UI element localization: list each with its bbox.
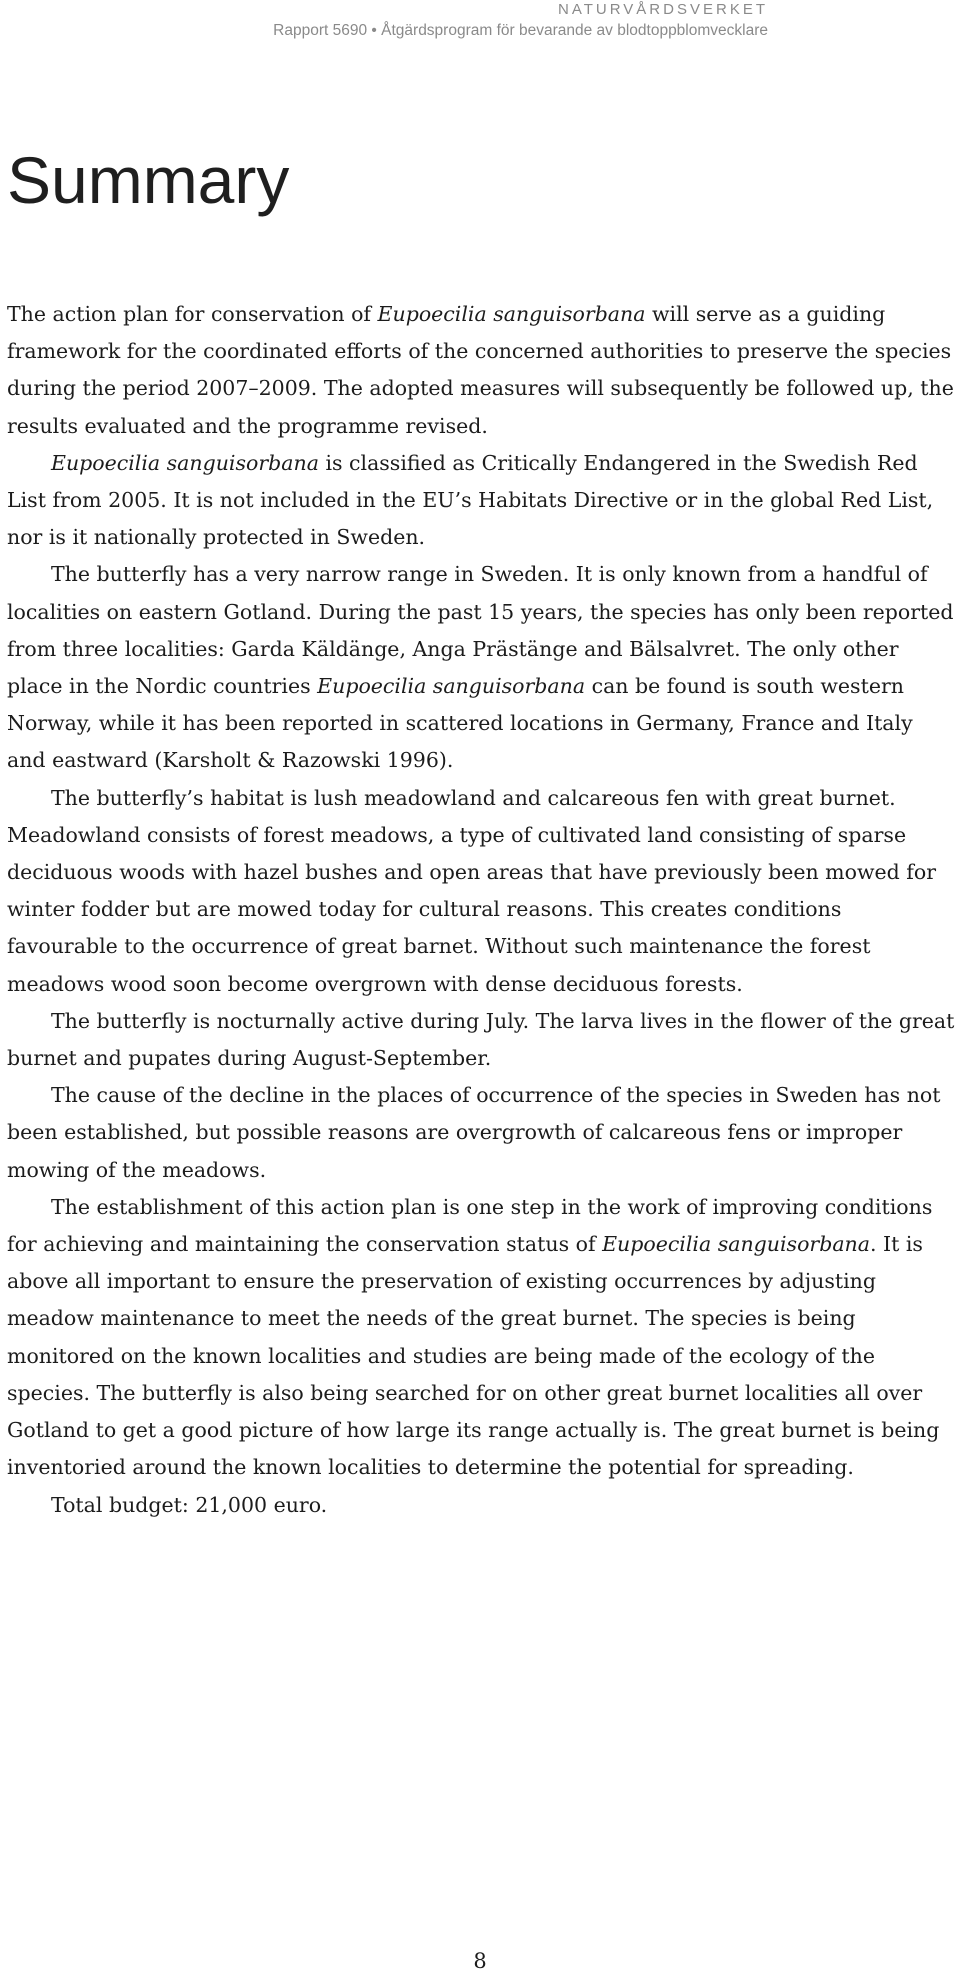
paragraph-text: will serve as a guiding framework for the coordinated efforts of the concerned authorities to preserve the species during the period 2007–2009. The adopted measures will subsequently be followed up, the results evaluated and the programme revised. xyxy=(7,302,954,438)
paragraph-text: . It is above all important to ensure the preservation of existing occurrences by adjusting meadow maintenance to meet the needs of the great burnet. The species is being monitored on the known localities and studies are being made of the ecology of the species. The butterfly is also being searched for on other great burnet localities all over Gotland to get a good picture of how large its range actually is. The great burnet is being inventoried around the known localities to determine the potential for spreading. xyxy=(7,1232,940,1480)
paragraph-text: The establishment of this action plan is one step in the work of improving conditions for achieving and maintaining the conservation status of xyxy=(7,1194,933,1257)
species-name: Eupoecilia sanguisorbana xyxy=(602,1232,870,1257)
paragraph-text: The butterfly has a very narrow range in Sweden. It is only known from a handful of localities on eastern Gotland. During the past 15 years, the species has only been reported from three localities: Garda Käldänge, Anga Prästänge and Bälsalvret. The only other place in the Nordic countries xyxy=(7,562,954,699)
summary-paragraph xyxy=(7,445,957,557)
paragraph-text: The butterfly’s habitat is lush meadowland and calcareous fen with great burnet. Meadowland consists of forest meadows, a type of cultivated land consisting of sparse deciduous woods with hazel bushes and open areas that have previously been mowed for winter fodder but are mowed today for cultural reasons. This creates conditions favourable to the occurrence of great barnet. Without such maintenance the forest meadows wood soon become overgrown with dense deciduous forests. xyxy=(7,785,937,996)
species-name: Eupoecilia sanguisorbana xyxy=(51,450,319,475)
summary-body xyxy=(7,296,957,1524)
header-report-title: Rapport 5690 • Åtgärdsprogram för bevarande av blodtoppblomvecklare xyxy=(273,22,768,39)
species-name: Eupoecilia sanguisorbana xyxy=(377,302,646,326)
summary-paragraph xyxy=(7,296,957,445)
summary-paragraph xyxy=(7,1189,957,1487)
paragraph-text: is classified as Critically Endangered in the Swedish Red List from 2005. It is not included in the EU’s Habitats Directive or in the global Red List, nor is it nationally protected in Sweden. xyxy=(7,450,934,550)
summary-paragraph xyxy=(7,1487,957,1524)
summary-paragraph xyxy=(7,556,957,779)
summary-paragraph xyxy=(7,780,957,1003)
paragraph-text: The cause of the decline in the places of occurrence of the species in Sweden has not been established, but possible reasons are overgrowth of calcareous fens or improper mowing of the meadows. xyxy=(7,1083,941,1182)
paragraph-text: Total budget: 21,000 euro. xyxy=(51,1492,328,1517)
summary-paragraph xyxy=(7,1003,957,1077)
page-number: 8 xyxy=(473,1949,487,1973)
header-org: NATURVÅRDSVERKET xyxy=(558,1,768,18)
paragraph-text: The butterfly is nocturnally active during July. The larva lives in the flower of the great burnet and pupates during August-September. xyxy=(7,1008,955,1071)
running-header xyxy=(273,0,768,42)
paragraph-text: The action plan for conservation of xyxy=(7,302,378,326)
summary-paragraph xyxy=(7,1077,957,1189)
species-name: Eupoecilia sanguisorbana xyxy=(317,674,586,699)
page-title: Summary xyxy=(7,143,290,217)
paragraph-text: can be found is south western Norway, while it has been reported in scattered locations in Germany, France and Italy and eastward (Karsholt & Razowski 1996). xyxy=(7,674,913,773)
